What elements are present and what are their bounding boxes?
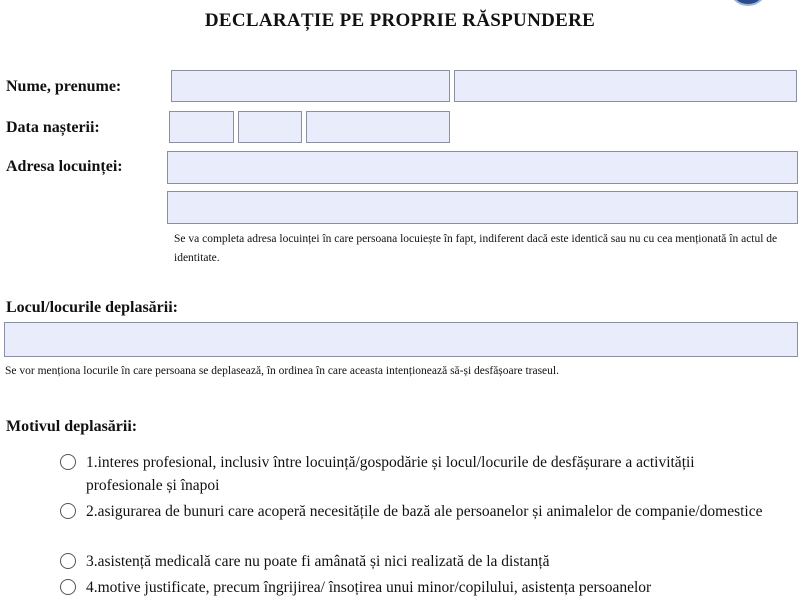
reason-option-4[interactable] [60,576,766,599]
last-name-field[interactable] [171,70,450,102]
reason-option-4-text: 4.motive justificate, precum îngrijirea/ însoțirea unui minor/copilului, asistența persoanelor [86,579,652,596]
reason-option-1-text: 1.interes profesional, inclusiv între locuință/gospodărie și locul/locurile de desfășurare a activității profesionale și înapoi [86,454,695,494]
reason-option-2[interactable] [60,500,766,523]
form-title: DECLARAȚIE PE PROPRIE RĂSPUNDERE [204,10,596,31]
address-note: Se va completa adresa locuinței în care persoana locuiește în fapt, indiferent dacă este identică sau nu cu cea menționată în actul de identitate. [174,233,778,264]
name-label: Nume, prenume: [6,78,122,95]
address-line-1-field[interactable] [167,151,798,184]
radio-option-3[interactable] [60,553,76,569]
address-line-2-field[interactable] [167,191,798,224]
birth-month-field[interactable] [238,111,302,143]
birth-year-field[interactable] [306,111,450,143]
places-label: Locul/locurile deplasării: [6,299,178,316]
address-label: Adresa locuinței: [6,158,123,175]
radio-option-4[interactable] [60,579,76,595]
first-name-field[interactable] [454,70,797,102]
reason-option-3[interactable] [60,550,766,573]
reason-option-3-text: 3.asistență medicală care nu poate fi amânată și nici realizată de la distanță [86,553,550,570]
reason-label: Motivul deplasării: [6,418,138,435]
birth-date-label: Data nașterii: [6,119,100,136]
places-field[interactable] [4,322,798,357]
reason-option-2-text: 2.asigurarea de bunuri care acoperă necesitățile de bază ale persoanelor și animalelor de companie/domestice [86,503,763,520]
places-note: Se vor menționa locurile în care persoana se deplasează, în ordinea în care aceasta intenționează să-și desfășoare traseul. [5,365,559,377]
radio-option-1[interactable] [60,454,76,470]
reason-option-1[interactable] [60,451,766,497]
birth-day-field[interactable] [169,111,234,143]
logo-seal [728,0,768,6]
radio-option-2[interactable] [60,503,76,519]
